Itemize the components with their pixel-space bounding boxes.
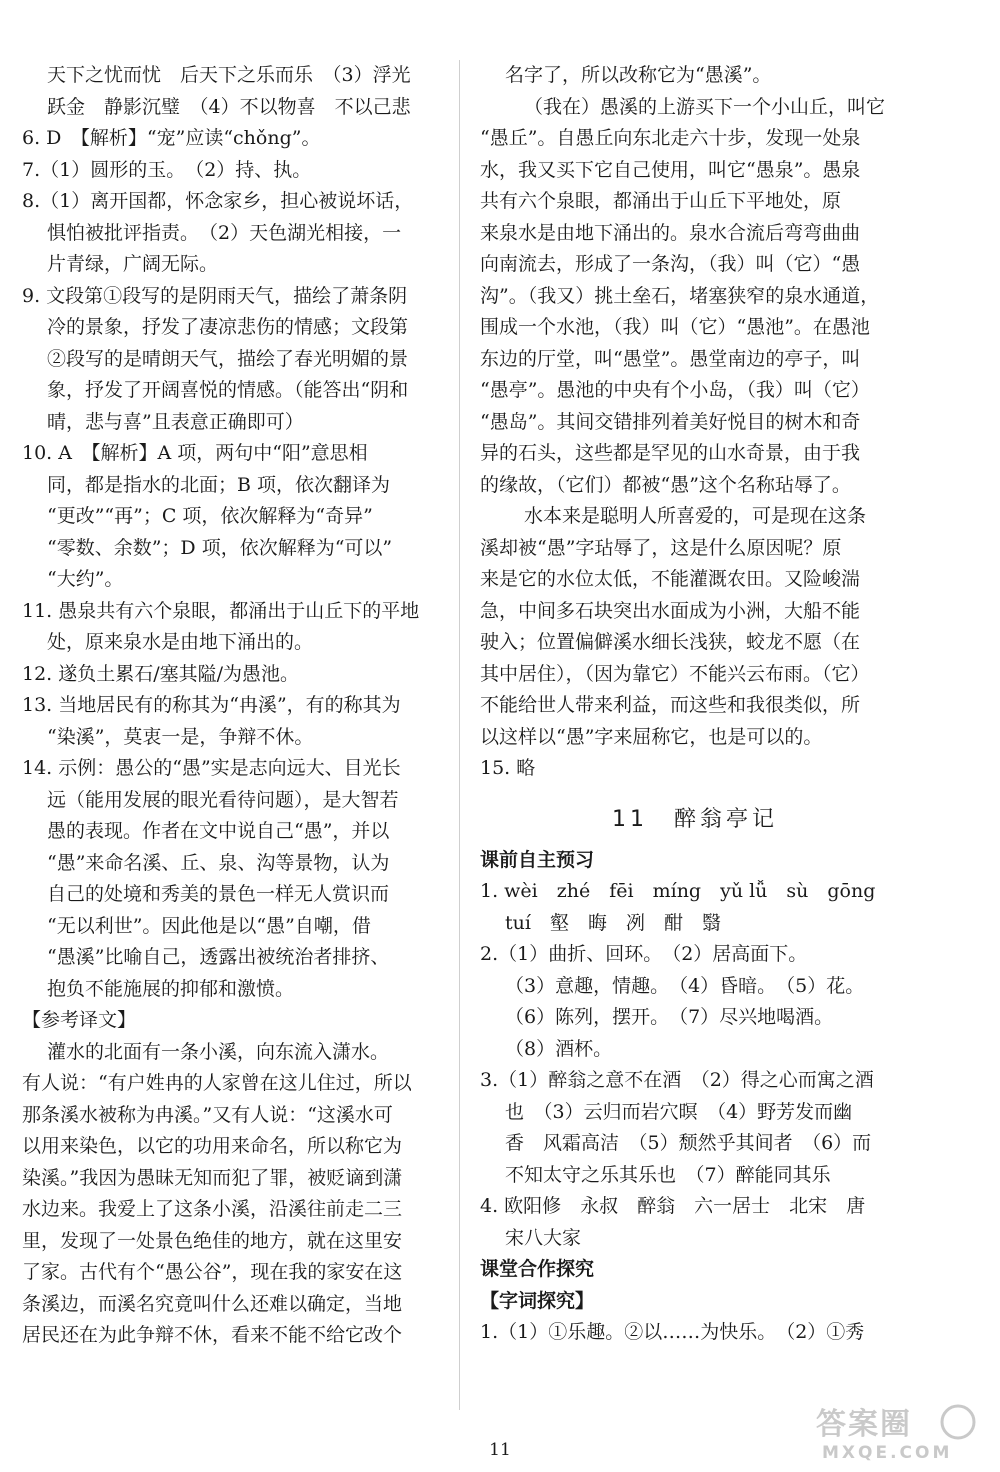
text-line: tuí 壑 晦 冽 酣 翳 (505, 911, 721, 934)
answer-item: 2.（1）曲折、回环。 （2）居高面下。 (480, 943, 808, 965)
page-number: 11 (489, 1440, 511, 1460)
text-line: 片青绿，广阔无际。 (47, 253, 219, 275)
section-label: 【参考译文】 (22, 1009, 137, 1031)
translation-line: 共有六个泉眼，都涌出于山丘下平地处，原 (480, 190, 842, 212)
text-line: “愚溪”比喻自己，透露出被统治者排挤、 (47, 946, 390, 968)
translation-line: 溪却被“愚”字玷辱了，这是什么原因呢？原 (480, 536, 842, 559)
text-line: （8）酒杯。 (505, 1037, 613, 1060)
translation-line: 条溪边，而溪名究竟叫什么还难以确定，当地 (22, 1292, 403, 1315)
text-line: “大约”。 (47, 568, 124, 590)
text-line: 跃金 静影沉璧 （4）不以物喜 不以己悲 (47, 95, 411, 118)
text-line: 不知太守之乐其乐也 （7）醉能同其乐 (505, 1163, 831, 1186)
text-line: ②段写的是晴朗天气，描绘了春光明媚的景 (47, 347, 409, 370)
translation-line: 水本来是聪明人所喜爱的，可是现在这条 (524, 505, 867, 527)
text-line: 处，原来泉水是由地下涌出的。 (47, 631, 314, 653)
answer-item: 9. 文段第①段写的是阴雨天气，描绘了萧条阴 (22, 284, 408, 307)
translation-line: 那条溪水被称为冉溪。”又有人说：“这溪水可 (22, 1103, 393, 1126)
translation-line: “愚丘”。自愚丘向东北走六十步，发现一处泉 (480, 127, 861, 149)
lesson-title (480, 795, 910, 845)
text-line: 也 （3）云归而岩穴暝 （4）野芳发而幽 (505, 1100, 853, 1123)
text-line: 冷的景象，抒发了凄凉悲伤的情感；文段第 (47, 316, 409, 338)
answer-item: 15. 略 (480, 757, 536, 779)
translation-line: 了家。古代有个“愚公谷”，现在我的家安在这 (22, 1261, 403, 1283)
translation-line: （我在）愚溪的上游买下一个小山丘，叫它 (524, 95, 886, 118)
translation-line: 灌水的北面有一条小溪，向东流入潇水。 (47, 1040, 390, 1063)
lesson-number: 11 (611, 806, 648, 832)
translation-line: 名字了，所以改称它为“愚溪”。 (505, 64, 772, 86)
translation-line: 居民还在为此争辩不休，看来不能不给它改个 (22, 1324, 403, 1346)
translation-line: 水，我又买下它自己使用，叫它“愚泉”。愚泉 (480, 158, 861, 181)
text-line: 天下之忧而忧 后天下之乐而乐 （3）浮光 (47, 64, 411, 86)
text-line: 远（能用发展的眼光看待问题），是大智若 (47, 788, 399, 811)
translation-line: 沟”。（我又）挑土垒石，堵塞狭窄的泉水通道， (480, 284, 880, 307)
answer-item: 11. 愚泉共有六个泉眼，都涌出于山丘下的平地 (22, 599, 420, 622)
text-line: 象，抒发了开阔喜悦的情感。（能答出“阴和 (47, 379, 409, 401)
answer-item: 12. 遂负土累石/塞其隘/为愚池。 (22, 662, 300, 685)
left-column (22, 60, 452, 1352)
translation-line: “愚岛”。其间交错排列着美好悦目的树木和奇 (480, 410, 861, 433)
translation-line: 急，中间多石块突出水面成为小洲，大船不能 (480, 599, 861, 622)
text-line: “零数、余数”；D 项，依次解释为“可以” (47, 536, 393, 559)
translation-line: 向南流去，形成了一条沟，（我）叫（它）“愚 (480, 253, 861, 275)
text-line: 同，都是指水的北面；B 项，依次翻译为 (47, 473, 391, 496)
answer-item: 1. wèi zhé fēi míng yǔ lǚ sù gōng (480, 880, 876, 902)
text-line: “无以利世”。因此他是以“愚”自嘲，借 (47, 914, 371, 937)
translation-line: 不能给世人带来利益，而这些和我很类似，所 (480, 694, 861, 716)
translation-line: 染溪。”我因为愚昧无知而犯了罪，被贬谪到潇 (22, 1166, 403, 1189)
section-heading-class: 课堂合作探究 (480, 1258, 595, 1280)
lesson-name: 醉翁亭记 (673, 806, 778, 832)
translation-line: 围成一个水池，（我）叫（它）“愚池”。在愚池 (480, 316, 870, 338)
svg-text:MXQE.COM: MXQE.COM (822, 1443, 953, 1463)
translation-line: 其中居住），（因为靠它）不能兴云布雨。（它） (480, 662, 870, 685)
answer-item: 4. 欧阳修 永叔 醉翁 六一居士 北宋 唐 (480, 1195, 866, 1217)
translation-line: “愚亭”。愚池的中央有个小岛，（我）叫（它） (480, 379, 870, 401)
section-heading-words: 【字词探究】 (480, 1289, 595, 1312)
translation-line: 里，发现了一处景色绝佳的地方，就在这里安 (22, 1229, 403, 1252)
text-line: （6）陈列，摆开。 （7）尽兴地喝酒。 (505, 1006, 834, 1028)
right-column (480, 60, 910, 1349)
text-line: “愚”来命名溪、丘、泉、沟等景物，认为 (47, 851, 390, 874)
section-heading-preview: 课前自主预习 (480, 848, 595, 871)
text-line: 自己的处境和秀美的景色一样无人赏识而 (47, 883, 390, 905)
answer-item: 7.（1）圆形的玉。 （2）持、执。 (22, 158, 312, 181)
watermark-logo (808, 1398, 988, 1464)
translation-line: 的缘故，（它们）都被“愚”这个名称玷辱了。 (480, 473, 851, 496)
answer-item: 3.（1）醉翁之意不在酒 （2）得之心而寓之酒 (480, 1069, 874, 1091)
text-line: 惧怕被批评指责。 （2）天色湖光相接，一 (47, 221, 402, 244)
svg-text:答案圈: 答案圈 (816, 1407, 912, 1442)
text-line: 晴，悲与喜”且表意正确即可） (47, 410, 304, 433)
text-line: 抱负不能施展的抑郁和激愤。 (47, 977, 295, 1000)
translation-line: 以用来染色，以它的功用来命名，所以称它为 (22, 1135, 403, 1157)
translation-line: 异的石头，这些都是罕见的山水奇景，由于我 (480, 442, 861, 464)
translation-line: 来是它的水位太低，不能灌溉农田。又险峻湍 (480, 568, 861, 590)
translation-line: 有人说：“有户姓冉的人家曾在这儿住过，所以 (22, 1072, 412, 1094)
text-line: 愚的表现。作者在文中说自己“愚”，并以 (47, 820, 390, 842)
answer-item: 10. A 【解析】A 项，两句中“阳”意思相 (22, 442, 368, 464)
translation-line: 来泉水是由地下涌出的。泉水合流后弯弯曲曲 (480, 221, 861, 244)
translation-line: 东边的厅堂，叫“愚堂”。愚堂南边的亭子，叫 (480, 347, 861, 370)
text-line: “染溪”，莫衷一是，争辩不休。 (47, 725, 314, 748)
column-divider (459, 60, 460, 1410)
answer-item: 8.（1）离开国都，怀念家乡，担心被说坏话， (22, 190, 414, 212)
text-line: 宋八大家 (505, 1226, 582, 1249)
answer-item: 6. D 【解析】“宠”应读“chǒng”。 (22, 127, 321, 149)
text-line: （3）意趣，情趣。 （4）昏暗。 （5）花。 (505, 974, 865, 997)
answer-item: 1.（1）①乐趣。②以……为快乐。 （2）①秀 (480, 1321, 865, 1343)
answer-item: 14. 示例：愚公的“愚”实是志向远大、目光长 (22, 757, 401, 779)
answer-item: 13. 当地居民有的称其为“冉溪”，有的称其为 (22, 694, 401, 716)
translation-line: 以这样以“愚”字来屈称它，也是可以的。 (480, 725, 823, 748)
translation-line: 水边来。我爱上了这条小溪，沿溪往前走二三 (22, 1198, 403, 1220)
text-line: “更改”“再”；C 项，依次解释为“奇异” (47, 505, 373, 527)
text-line: 香 风霜高洁 （5）颓然乎其间者 （6）而 (505, 1132, 872, 1154)
translation-line: 驶入；位置偏僻溪水细长浅狭，蛟龙不愿（在 (480, 631, 861, 653)
